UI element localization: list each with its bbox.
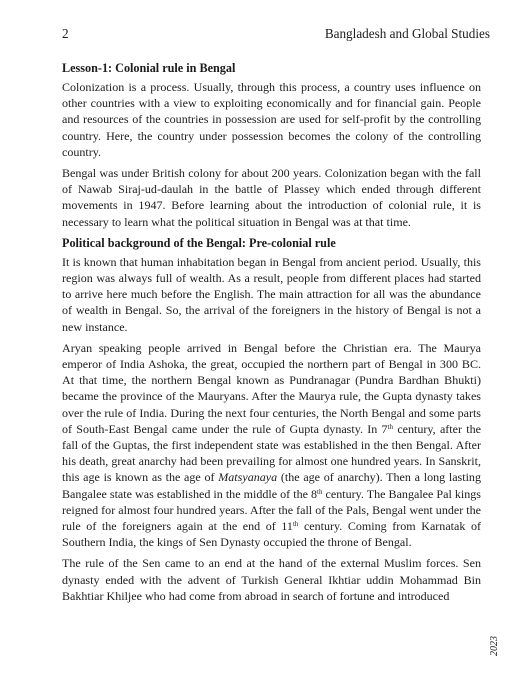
ordinal-suffix: th — [317, 487, 323, 496]
section-paragraph-3: The rule of the Sen came to an end at the hand of the external Muslim forces. Sen dynasty ended with the advent of Turkish General Ikhtiar uddin Mohammad Bin Bakhtiar Khiljee who had come from abroad in search of fortune and introduced — [62, 556, 481, 603]
paragraph-text: century. The Bangalee Pal kings reigned for almost four hundred years. After the fall of the Pals, Bengal went under the rule of the foreigners again at the end of 11 — [62, 486, 481, 534]
ordinal-suffix: th — [292, 520, 299, 529]
lesson-heading: Lesson-1: Colonial rule in Bengal — [62, 61, 236, 75]
italic-term: Matsyanaya — [218, 470, 278, 485]
ordinal-suffix: th — [387, 422, 394, 431]
page-body — [62, 60, 481, 607]
running-title: Bangladesh and Global Studies — [324, 26, 490, 41]
side-year-label: 2023 — [489, 636, 500, 656]
paragraph-text: Aryan speaking people arrived in Bengal before the Christian era. The Maurya emperor of India Ashoka, the great, occupied the northern part of Bengal in 300 BC. At that time, the northern Bengal known as Pundranagar (Pundra Bardhan Bhukti) became the province of the Mauryans. After the Maurya rule, the Gupta dynasty takes over the rule of India. During the next four centuries, the North Bengal and some parts of South-East Bengal came under the rule of Gupta dynasty. In 7 — [62, 340, 481, 436]
lesson-paragraph-2: Bengal was under British colony for about 200 years. Colonization began with the fall of Nawab Siraj-ud-daulah in the battle of Plassey which ended through different movements in 1947. Before learning about the introduction of colonial rule, it is necessary to learn what the political situation in Bengal was at that time. — [62, 166, 481, 229]
paragraph-text: century. Coming from Karnatak of Southern India, the kings of Sen Dynasty occupied the throne of Bengal. — [62, 519, 481, 550]
page-number: 2 — [62, 26, 69, 41]
section-heading: Political background of the Bengal: Pre-colonial rule — [62, 235, 336, 250]
lesson-paragraph-1: Colonization is a process. Usually, through this process, a country uses influence on other countries with a view to exploiting economically and for financial gain. People and resources of the countries in possession are used for self-profit by the controlling country. Here, the country under possession becomes the colony of the controlling country. — [62, 80, 481, 159]
paragraph-text: century, after the fall of the Guptas, the first independent state was established in the then Bengal. After his death, great anarchy had been prevailing for almost one hundred years. In Sanskrit, this age is known as the age of — [62, 421, 482, 485]
section-paragraph-1: It is known that human inhabitation began in Bengal from ancient period. Usually, this region was always full of wealth. As a result, people from different places had started to arrive here much before the English. The main attraction for all was the abundance of wealth in Bengal. So, the arrival of the foreigners in the history of Bengal is not a new instance. — [62, 254, 481, 334]
paragraph-text: (the age of anarchy). Then a long lasting Bangalee state was established in the middle of the 8 — [62, 470, 481, 501]
section-paragraph-2 — [62, 340, 481, 551]
page-header — [62, 26, 490, 44]
